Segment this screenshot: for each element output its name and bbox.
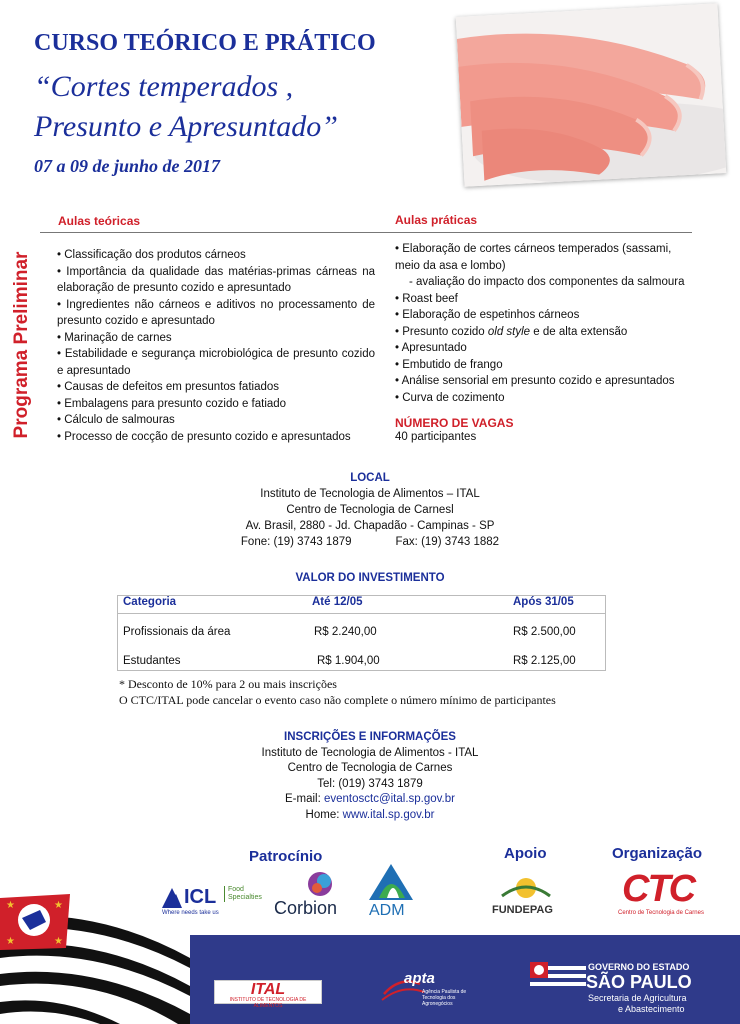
location-line: Centro de Tecnologia de Carnesl bbox=[286, 504, 454, 516]
location-line: Instituto de Tecnologia de Alimentos – ITAL bbox=[260, 488, 480, 500]
table-cell: R$ 1.904,00 bbox=[317, 655, 380, 667]
registration-line: Instituto de Tecnologia de Alimentos - ITAL bbox=[261, 746, 479, 759]
list-item: • Causas de defeitos em presuntos fatiados bbox=[57, 381, 280, 393]
list-item: • Curva de cozimento bbox=[395, 391, 505, 404]
program-side-label: Programa Preliminar bbox=[11, 251, 32, 439]
adm-logo bbox=[365, 862, 417, 922]
icl-tagline: Where needs take us bbox=[162, 910, 219, 916]
location-fax: Fax: (19) 3743 1882 bbox=[395, 536, 500, 548]
vacancies-value: 40 participantes bbox=[395, 431, 477, 443]
course-title-line1: “Cortes temperados , bbox=[34, 70, 294, 103]
location-block bbox=[200, 470, 540, 550]
registration-phone: Tel: (019) 3743 1879 bbox=[317, 777, 423, 790]
svg-text:★: ★ bbox=[6, 936, 15, 947]
list-item: • Ingredientes não cárneos e aditivos no processamento de presunto cozido e apresuntado bbox=[57, 298, 375, 327]
apta-subtitle: Agência Paulista de Tecnologia dos Agronegócios bbox=[422, 989, 467, 1007]
adm-text: ADM bbox=[369, 902, 405, 919]
course-title-line2: Presunto e Apresuntado” bbox=[34, 110, 338, 143]
list-subitem: - avaliação do impacto dos componentes da salmoura bbox=[409, 276, 685, 288]
list-item: • Elaboração de espetinhos cárneos bbox=[395, 309, 580, 321]
list-item: • Elaboração de cortes cárneos temperados (sassami, meio da asa e lombo) bbox=[395, 243, 672, 272]
discount-note: * Desconto de 10% para 2 ou mais inscrições bbox=[119, 677, 337, 691]
course-type: CURSO TEÓRICO E PRÁTICO bbox=[34, 30, 376, 56]
gov-line2: SÃO PAULO bbox=[586, 972, 692, 992]
table-cell: Profissionais da área bbox=[123, 626, 231, 638]
corbion-text: Corbion bbox=[274, 898, 338, 918]
list-item: • Importância da qualidade das matérias-primas cárneas na elaboração de presunto cozido e apresuntado bbox=[57, 265, 375, 294]
registration-heading: INSCRIÇÕES E INFORMAÇÕES bbox=[284, 731, 456, 743]
investment-heading: VALOR DO INVESTIMENTO bbox=[295, 572, 445, 584]
table-cell: R$ 2.240,00 bbox=[314, 626, 377, 638]
icl-text: ICL bbox=[184, 886, 217, 908]
website-link[interactable]: www.ital.sp.gov.br bbox=[342, 808, 435, 821]
sao-paulo-government-logo bbox=[530, 960, 720, 1016]
ctc-text: CTC bbox=[622, 868, 695, 910]
email-link[interactable]: eventosctc@ital.sp.gov.br bbox=[323, 793, 455, 805]
list-item: • Roast beef bbox=[395, 292, 458, 305]
theory-classes-list bbox=[57, 247, 375, 445]
list-item: • Embalagens para presunto cozido e fatiado bbox=[57, 397, 287, 410]
support-label: Apoio bbox=[504, 845, 547, 862]
table-cell: R$ 2.500,00 bbox=[513, 626, 576, 638]
list-item: • Cálculo de salmouras bbox=[57, 414, 175, 426]
sao-paulo-flag-decoration bbox=[0, 888, 190, 1024]
svg-text:★: ★ bbox=[6, 900, 15, 911]
divider bbox=[390, 232, 692, 233]
ital-subtitle: INSTITUTO DE TECNOLOGIA DE ALIMENTOS bbox=[229, 997, 307, 1009]
registration-line: Centro de Tecnologia de Carnes bbox=[287, 762, 453, 774]
list-item: • Presunto cozido old style e de alta extensão bbox=[395, 325, 628, 338]
ctc-logo bbox=[618, 868, 704, 920]
gov-line3: Secretaria de Agricultura bbox=[588, 993, 687, 1003]
column-header: Até 12/05 bbox=[312, 596, 363, 608]
divider bbox=[40, 232, 390, 233]
column-header: Categoria bbox=[123, 596, 177, 608]
theory-classes-heading: Aulas teóricas bbox=[58, 214, 141, 228]
gov-line4: e Abastecimento bbox=[618, 1004, 685, 1014]
table-header bbox=[118, 596, 605, 614]
column-header: Após 31/05 bbox=[513, 596, 574, 608]
fundepag-text: FUNDEPAG bbox=[492, 904, 553, 916]
list-item: • Marinação de carnes bbox=[57, 331, 172, 344]
corbion-logo bbox=[274, 868, 348, 920]
sponsorship-label: Patrocínio bbox=[249, 848, 323, 865]
list-item: • Classificação dos produtos cárneos bbox=[57, 249, 246, 261]
list-item: • Estabilidade e segurança microbiológica de presunto cozido e apresuntado bbox=[57, 348, 375, 377]
ham-slices-photo bbox=[456, 3, 727, 186]
cancellation-note: O CTC/ITAL pode cancelar o evento caso não complete o número mínimo de participantes bbox=[119, 693, 556, 707]
list-item: • Análise sensorial em presunto cozido e apresuntados bbox=[395, 375, 675, 387]
apta-logo bbox=[380, 962, 472, 1010]
vacancies-heading: NÚMERO DE VAGAS bbox=[395, 416, 514, 430]
list-item: • Embutido de frango bbox=[395, 358, 503, 371]
table-cell: Estudantes bbox=[123, 655, 181, 667]
location-phone: Fone: (19) 3743 1879 bbox=[240, 536, 352, 548]
registration-block bbox=[200, 730, 540, 823]
gov-line1: GOVERNO DO ESTADO bbox=[588, 962, 690, 972]
location-address: Av. Brasil, 2880 - Jd. Chapadão - Campinas - SP bbox=[245, 520, 495, 532]
price-table bbox=[117, 595, 606, 671]
home-label: Home: bbox=[305, 808, 343, 821]
location-heading: LOCAL bbox=[350, 472, 390, 484]
apta-text: apta bbox=[404, 970, 435, 987]
svg-text:★: ★ bbox=[54, 936, 63, 947]
ital-logo bbox=[214, 980, 322, 1009]
email-label: E-mail: bbox=[285, 793, 324, 805]
practical-classes-list bbox=[395, 241, 695, 406]
list-item: • Apresuntado bbox=[395, 342, 467, 354]
ital-text: ITAL bbox=[250, 981, 286, 998]
organization-label: Organização bbox=[612, 845, 703, 862]
price-notes bbox=[119, 676, 556, 708]
icl-subtitle: Food Specialties bbox=[224, 886, 268, 902]
table-cell: R$ 2.125,00 bbox=[513, 655, 576, 667]
list-item: • Processo de cocção de presunto cozido e apresuntados bbox=[57, 430, 351, 443]
practical-classes-heading: Aulas práticas bbox=[395, 213, 478, 227]
svg-text:★: ★ bbox=[54, 900, 63, 911]
course-date: 07 a 09 de junho de 2017 bbox=[34, 156, 221, 176]
fundepag-logo bbox=[490, 872, 562, 920]
ctc-subtitle: Centro de Tecnologia de Carnes bbox=[618, 910, 704, 916]
